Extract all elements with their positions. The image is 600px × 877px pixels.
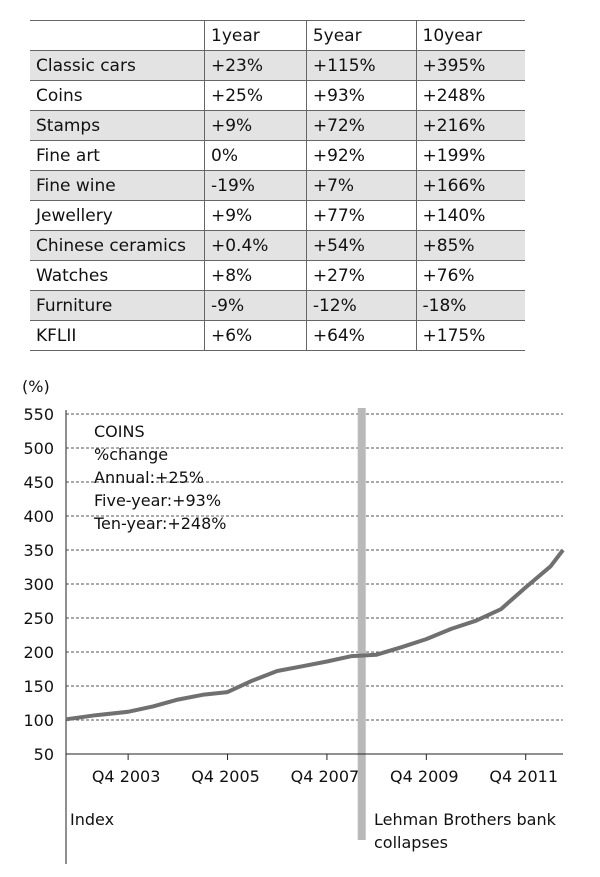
table-row <box>30 141 525 171</box>
row-10year: +140% <box>416 201 525 231</box>
row-name: Coins <box>30 81 205 111</box>
row-1year: 0% <box>205 141 307 171</box>
row-10year: +76% <box>416 261 525 291</box>
row-1year: +0.4% <box>205 231 307 261</box>
annotation-line: %change <box>94 445 169 464</box>
y-tick-label: 550 <box>23 405 54 424</box>
y-tick-label: 400 <box>23 507 54 526</box>
row-name: Stamps <box>30 111 205 141</box>
table-row <box>30 201 525 231</box>
coins-index-line <box>66 550 563 719</box>
table-row <box>30 51 525 81</box>
row-1year: -19% <box>205 171 307 201</box>
row-name: Fine art <box>30 141 205 171</box>
header-cell: 5year <box>306 21 416 51</box>
x-axis-label: Index <box>70 810 115 829</box>
row-5year: +72% <box>306 111 416 141</box>
row-name: Jewellery <box>30 201 205 231</box>
row-10year: +216% <box>416 111 525 141</box>
annotation-line: Annual:+25% <box>94 468 204 487</box>
row-1year: +9% <box>205 111 307 141</box>
row-5year: +93% <box>306 81 416 111</box>
row-10year: +175% <box>416 321 525 351</box>
table-row <box>30 321 525 351</box>
header-cell: 1year <box>205 21 307 51</box>
table-row <box>30 291 525 321</box>
row-5year: -12% <box>306 291 416 321</box>
row-1year: +9% <box>205 201 307 231</box>
x-tick-label: Q4 2005 <box>191 767 260 786</box>
table-header-row <box>30 21 525 51</box>
y-tick-label: 100 <box>23 711 54 730</box>
chart-title: COINS <box>94 422 145 441</box>
row-10year: -18% <box>416 291 525 321</box>
annotation-line: Ten-year:+248% <box>94 514 227 533</box>
row-1year: +23% <box>205 51 307 81</box>
row-name: KFLII <box>30 321 205 351</box>
x-tick-label: Q4 2007 <box>290 767 360 786</box>
row-10year: +199% <box>416 141 525 171</box>
row-name: Fine wine <box>30 171 205 201</box>
row-5year: +54% <box>306 231 416 261</box>
row-name: Chinese ceramics <box>30 231 205 261</box>
x-tick-label: Q4 2003 <box>91 767 161 786</box>
y-tick-label: 250 <box>23 609 54 628</box>
y-tick-label: 200 <box>23 643 54 662</box>
y-tick-label: 500 <box>23 439 54 458</box>
table-row <box>30 111 525 141</box>
row-10year: +248% <box>416 81 525 111</box>
table-row <box>30 231 525 261</box>
row-5year: +7% <box>306 171 416 201</box>
event-label: collapses <box>374 833 448 852</box>
header-cell <box>30 21 205 51</box>
y-tick-label: 300 <box>23 575 54 594</box>
row-5year: +64% <box>306 321 416 351</box>
table-row <box>30 81 525 111</box>
header-cell: 10year <box>416 21 525 51</box>
row-name: Furniture <box>30 291 205 321</box>
x-tick-label: Q4 2009 <box>390 767 459 786</box>
returns-table <box>30 20 525 351</box>
row-5year: +115% <box>306 51 416 81</box>
row-1year: +6% <box>205 321 307 351</box>
row-5year: +77% <box>306 201 416 231</box>
coins-line-chart <box>0 370 600 870</box>
table-row <box>30 171 525 201</box>
row-10year: +85% <box>416 231 525 261</box>
y-tick-label: 450 <box>23 473 54 492</box>
row-name: Classic cars <box>30 51 205 81</box>
row-10year: +395% <box>416 51 525 81</box>
y-tick-label: 350 <box>23 541 54 560</box>
event-label: Lehman Brothers bank <box>374 810 556 829</box>
x-tick-label: Q4 2011 <box>489 767 559 786</box>
annotation-line: Five-year:+93% <box>94 491 222 510</box>
y-tick-label: 150 <box>23 677 54 696</box>
row-name: Watches <box>30 261 205 291</box>
y-tick-label: 50 <box>33 745 54 764</box>
row-5year: +27% <box>306 261 416 291</box>
row-1year: -9% <box>205 291 307 321</box>
row-1year: +25% <box>205 81 307 111</box>
row-10year: +166% <box>416 171 525 201</box>
y-axis-unit-label: (%) <box>22 377 50 396</box>
row-5year: +92% <box>306 141 416 171</box>
row-1year: +8% <box>205 261 307 291</box>
table-row <box>30 261 525 291</box>
